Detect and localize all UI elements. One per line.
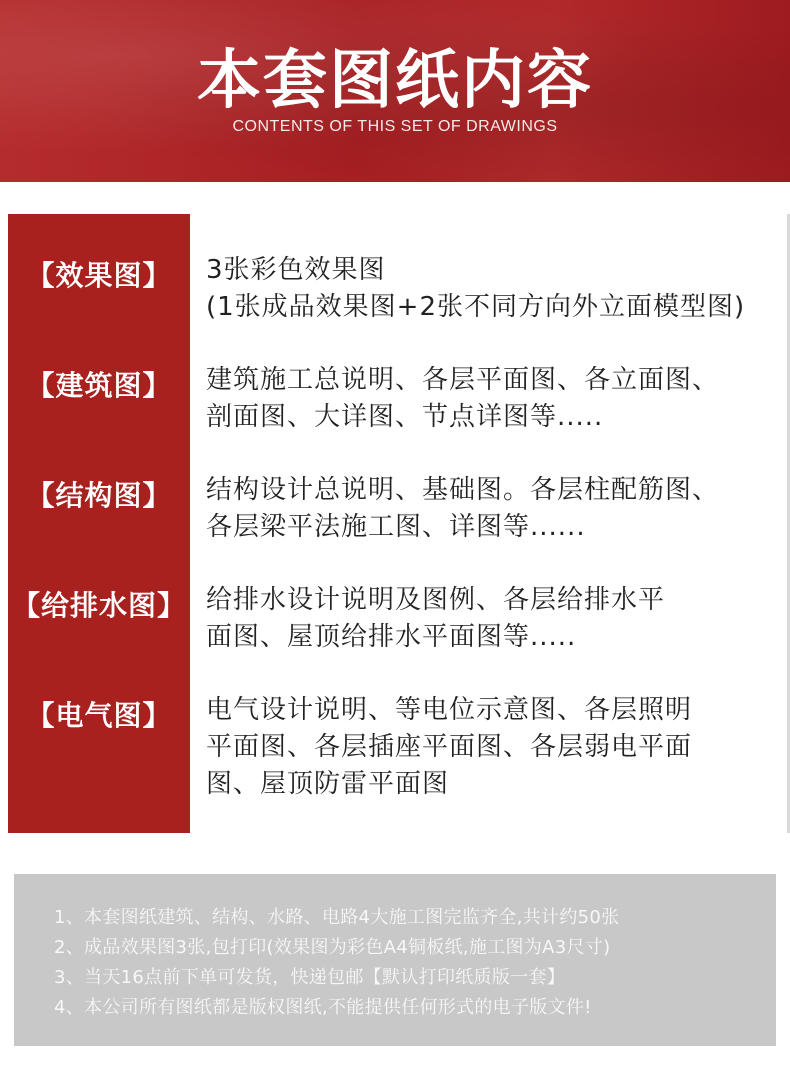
section-body-electrical <box>206 692 781 803</box>
note-item: 1、本套图纸建筑、结构、水路、电路4大施工图完监齐全,共计约50张 <box>54 907 620 928</box>
section-label-electrical: 【电气图】 <box>26 699 172 732</box>
section-line: 3张彩色效果图 <box>206 255 386 285</box>
note-item: 2、成品效果图3张,包打印(效果图为彩色A4铜板纸,施工图为A3尺寸) <box>54 937 611 958</box>
section-line: 剖面图、大详图、节点详图等..... <box>206 402 604 432</box>
section-line: 结构设计总说明、基础图。各层柱配筋图、 <box>206 475 720 505</box>
note-item: 4、本公司所有图纸都是版权图纸,不能提供任何形式的电子版文件! <box>54 997 592 1018</box>
section-label-architecture: 【建筑图】 <box>26 369 172 402</box>
section-line: 面图、屋顶给排水平面图等..... <box>206 622 577 652</box>
note-item: 3、当天16点前下单可发货，快递包邮【默认打印纸质版一套】 <box>54 967 566 988</box>
category-column <box>8 214 190 833</box>
section-line: 平面图、各层插座平面图、各层弱电平面 <box>206 732 693 762</box>
section-label-structure: 【结构图】 <box>26 479 172 512</box>
section-line: 给排水设计说明及图例、各层给排水平 <box>206 585 666 615</box>
section-body-plumbing <box>206 582 781 656</box>
page-title: 本套图纸内容 <box>197 44 593 118</box>
section-line: (1张成品效果图+2张不同方向外立面模型图) <box>206 292 746 322</box>
section-body-structure <box>206 472 781 546</box>
section-line: 各层梁平法施工图、详图等...... <box>206 512 586 542</box>
section-label-renderings: 【效果图】 <box>26 259 172 292</box>
notes-box <box>14 874 776 1046</box>
section-body-architecture <box>206 362 781 436</box>
section-body-renderings <box>206 252 781 326</box>
section-line: 图、屋顶防雷平面图 <box>206 769 450 799</box>
header-banner <box>0 0 790 182</box>
page-subtitle: CONTENTS OF THIS SET OF DRAWINGS <box>232 118 558 135</box>
section-line: 建筑施工总说明、各层平面图、各立面图、 <box>206 365 720 395</box>
section-line: 电气设计说明、等电位示意图、各层照明 <box>206 695 693 725</box>
section-label-plumbing: 【给排水图】 <box>11 589 186 622</box>
